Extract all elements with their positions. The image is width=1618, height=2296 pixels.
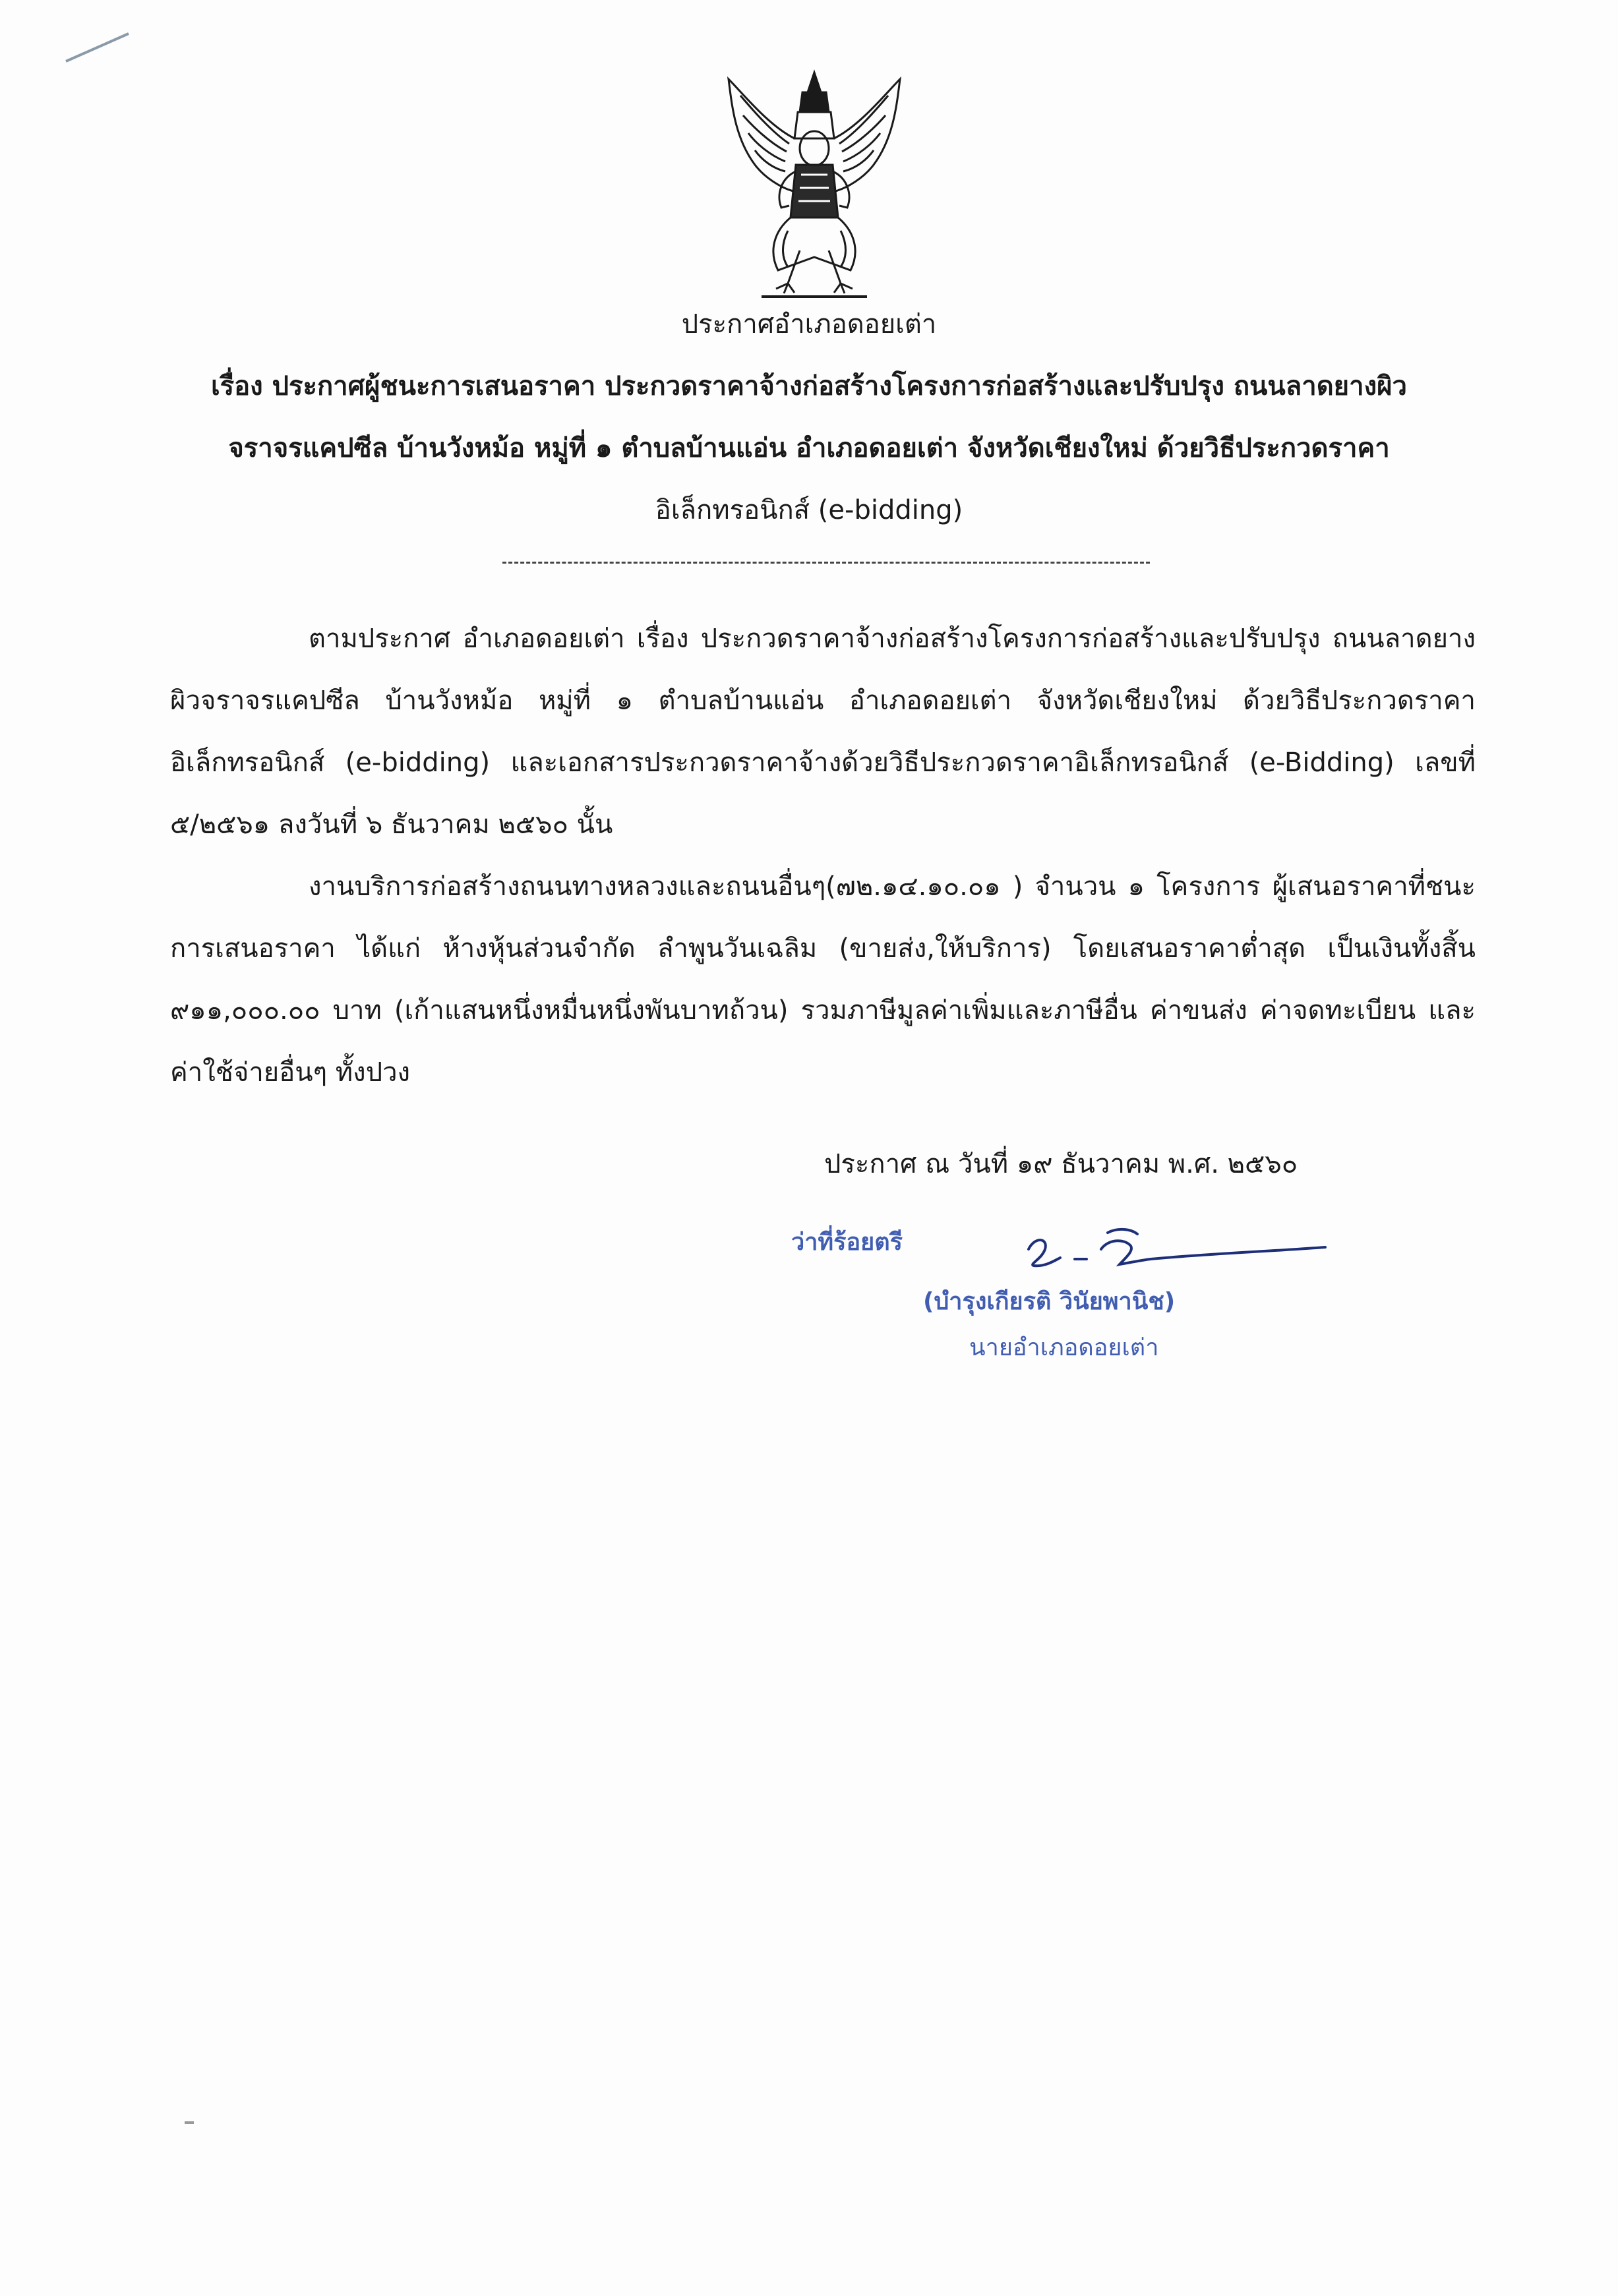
handwritten-signature [1009, 1213, 1338, 1292]
document-title: ประกาศอำเภอดอยเต่า [681, 309, 937, 339]
garuda-emblem-icon [715, 66, 913, 303]
body-paragraph-2: งานบริการก่อสร้างถนนทางหลวงและถนนอื่นๆ(๗๒.๑๔.๑๐.๐๑ ) จำนวน ๑ โครงการ ผู้เสนอราคาที่ชนะการเสนอราคา ได้แก่ ห้างหุ้นส่วนจำกัด ลำพูนวันเฉลิม (ขายส่ง,ให้บริการ) โดยเสนอราคาต่ำสุด เป็นเงินทั้งสิ้น ๙๑๑,๐๐๐.๐๐ บาท (เก้าแสนหนึ่งหมื่นหนึ่งพันบาทถ้วน) รวมภาษีมูลค่าเพิ่มและภาษีอื่น ค่าขนส่ง ค่าจดทะเบียน และค่าใช้จ่ายอื่นๆ ทั้งปวง [170, 871, 1476, 1088]
position-stamp: นายอำเภอดอยเต่า [969, 1334, 1159, 1361]
subject-line-1: เรื่อง ประกาศผู้ชนะการเสนอราคา ประกวดราคาจ้างก่อสร้างโครงการก่อสร้างและปรับปรุง ถนนลาดยางผิว [210, 371, 1408, 401]
document-body [170, 608, 1476, 1104]
rank-stamp: ว่าที่ร้อยตรี [791, 1229, 903, 1256]
subject-line-3: อิเล็กทรอนิกส์ (e-bidding) [655, 495, 963, 525]
announcement-date: ประกาศ ณ วันที่ ๑๙ ธันวาคม พ.ศ. ๒๕๖๐ [824, 1149, 1298, 1179]
scan-artifact [185, 2121, 194, 2124]
name-stamp: (บำรุงเกียรติ วินัยพานิช) [923, 1288, 1176, 1315]
subject-line-2: จราจรแคปซีล บ้านวังหม้อ หมู่ที่ ๑ ตำบลบ้านแอ่น อำเภอดอยเต่า จังหวัดเชียงใหม่ ด้วยวิธีประกวดราคา [228, 433, 1390, 463]
dashed-divider [502, 562, 1150, 564]
signature-block [778, 1213, 1332, 1371]
scan-pen-mark [63, 30, 135, 69]
body-paragraph-1: ตามประกาศ อำเภอดอยเต่า เรื่อง ประกวดราคาจ้างก่อสร้างโครงการก่อสร้างและปรับปรุง ถนนลาดยางผิวจราจรแคปซีล บ้านวังหม้อ หมู่ที่ ๑ ตำบลบ้านแอ่น อำเภอดอยเต่า จังหวัดเชียงใหม่ ด้วยวิธีประกวดราคาอิเล็กทรอนิกส์ (e-bidding) และเอกสารประกวดราคาจ้างด้วยวิธีประกวดราคาอิเล็กทรอนิกส์ (e-Bidding) เลขที่ ๕/๒๕๖๑ ลงวันที่ ๖ ธันวาคม ๒๕๖๐ นั้น [170, 624, 1476, 840]
